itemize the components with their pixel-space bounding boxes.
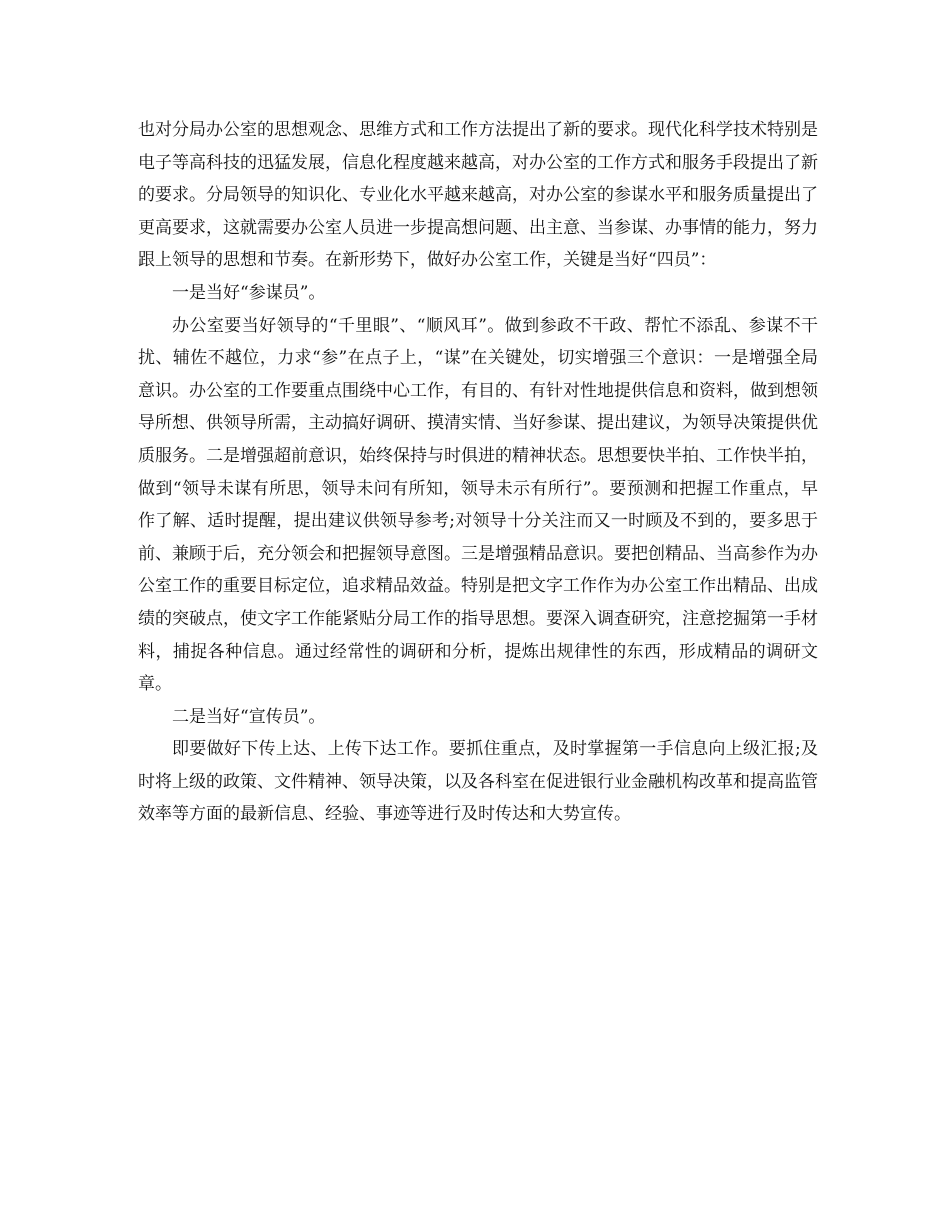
paragraph-advisor: 办公室要当好领导的“千里眼”、“顺风耳”。做到参政不干政、帮忙不添乱、参谋不干扰、辅佐不越位，力求“参”在点子上，“谋”在关键处，切实增强三个意识：一是增强全局意识。办公室的工作要重点围绕中心工作，有目的、有针对性地提供信息和资料，做到想领导所想、供领导所需，主动搞好调研、摸清实情、当好参谋、提出建议，为领导决策提供优质服务。二是增强超前意识，始终保持与时俱进的精神状态。思想要快半拍、工作快半拍，做到“领导未谋有所思，领导未问有所知，领导未示有所行”。要预测和把握工作重点，早作了解、适时提醒，提出建议供领导参考;对领导十分关注而又一时顾及不到的，要多思于前、兼顾于后，充分领会和把握领导意图。三是增强精品意识。要把创精品、当高参作为办公室工作的重要目标定位，追求精品效益。特别是把文字工作作为办公室工作出精品、出成绩的突破点，使文字工作能紧贴分局工作的指导思想。要深入调查研究，注意挖掘第一手材料，捕捉各种信息。通过经常性的调研和分析，提炼出规律性的东西，形成精品的调研文章。 [138, 315, 818, 695]
document-body [138, 114, 818, 831]
heading-advisor: 一是当好“参谋员”。 [172, 282, 326, 303]
paragraph-intro: 也对分局办公室的思想观念、思维方式和工作方法提出了新的要求。现代化科学技术特别是电子等高科技的迅猛发展，信息化程度越来越高，对办公室的工作方式和服务手段提出了新的要求。分局领导的知识化、专业化水平越来越高，对办公室的参谋水平和服务质量提出了更高要求，这就需要办公室人员进一步提高想问题、出主意、当参谋、办事情的能力，努力跟上领导的思想和节奏。在新形势下，做好办公室工作，关键是当好“四员”： [138, 120, 818, 271]
paragraph-publicist: 即要做好下传上达、上传下达工作。要抓住重点，及时掌握第一手信息向上级汇报;及时将上级的政策、文件精神、领导决策，以及各科室在促进银行业金融机构改革和提高监管效率等方面的最新信息、经验、事迹等进行及时传达和大势宣传。 [138, 739, 818, 825]
heading-publicist: 二是当好“宣传员”。 [172, 706, 326, 727]
